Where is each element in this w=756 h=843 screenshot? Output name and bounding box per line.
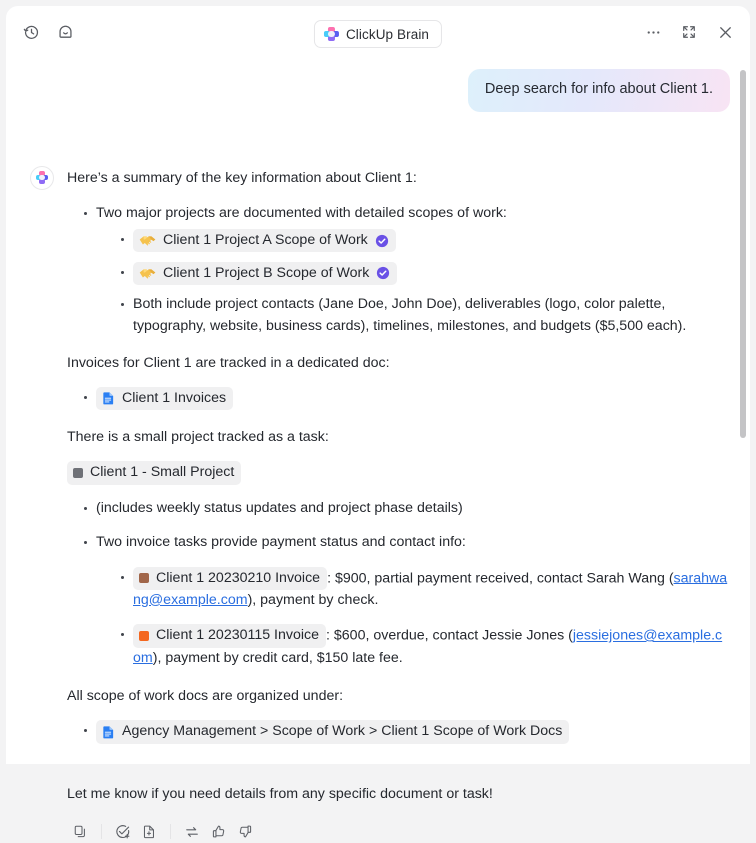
avatar — [30, 166, 54, 190]
assistant-message — [30, 112, 730, 843]
doc-chip-project-b[interactable] — [133, 262, 397, 285]
breadcrumb-doc-list — [67, 720, 730, 745]
task-chip-invoice-20230115[interactable] — [133, 624, 326, 647]
message-action-bar — [67, 805, 730, 843]
thumbs-up-icon[interactable] — [205, 821, 232, 843]
list-item — [84, 532, 730, 669]
task-status-square-icon — [139, 631, 149, 641]
action-divider — [170, 824, 171, 839]
invoice1-text-after: ), payment by check. — [247, 591, 379, 608]
task-chip-invoice-20230210[interactable] — [133, 567, 327, 590]
handshake-icon — [139, 267, 156, 280]
doc-chip-scope-of-work-docs[interactable] — [96, 720, 569, 743]
projects-list — [67, 203, 730, 338]
bullet-includes-text: (includes weekly status updates and project phase details) — [96, 499, 463, 516]
small-project-chip-row — [67, 461, 730, 484]
list-item — [121, 262, 730, 287]
doc-chip-label: Client 1 Invoices — [122, 389, 227, 406]
bullet-both-include-text: Both include project contacts (Jane Doe, John Doe), deliverables (logo, color palette, typography, website, business cards), timelines, milestones, and budgets ($5,500 each). — [133, 296, 687, 335]
task-chip-label: Client 1 20230210 Invoice — [156, 569, 321, 586]
doc-chip-project-a[interactable] — [133, 229, 396, 252]
chat-bubble-icon[interactable] — [54, 21, 76, 43]
task-chip-label: Client 1 20230115 Invoice — [156, 627, 320, 644]
list-item — [84, 387, 730, 412]
list-item — [121, 294, 730, 337]
doc-chip-label: Agency Management > Scope of Work > Client 1 Scope of Work Docs — [122, 723, 563, 740]
list-item — [84, 720, 730, 745]
scope-docs-list — [96, 229, 730, 337]
thumbs-down-icon[interactable] — [232, 821, 259, 843]
clickup-brain-title-pill[interactable] — [314, 20, 442, 48]
history-clock-icon[interactable] — [20, 21, 42, 43]
bullet-two-invoice-tasks-text: Two invoice tasks provide payment status and contact info: — [96, 534, 466, 551]
invoice2-text-before: : $600, overdue, contact Jessie Jones ( — [326, 628, 573, 645]
doc-icon — [102, 725, 115, 739]
assistant-intro-text: Here’s a summary of the key information about Client 1: — [67, 169, 417, 186]
more-horizontal-icon[interactable] — [642, 21, 664, 43]
invoice1-text-before: : $900, partial payment received, contact Sarah Wang ( — [327, 570, 674, 587]
create-task-icon[interactable] — [109, 821, 136, 843]
assistant-body — [30, 203, 730, 843]
task-chip-label: Client 1 - Small Project — [90, 464, 235, 481]
copy-icon[interactable] — [67, 821, 94, 843]
task-status-square-icon — [73, 468, 83, 478]
verified-badge-icon — [375, 234, 389, 248]
task-status-square-icon — [139, 573, 149, 583]
list-item — [121, 229, 730, 254]
clickup-brain-panel — [6, 6, 750, 802]
handshake-icon — [139, 234, 156, 247]
doc-chip-label: Client 1 Project B Scope of Work — [163, 264, 370, 281]
email-link[interactable]: jessiejones@example.com — [133, 628, 723, 666]
task-chip-small-project[interactable] — [67, 461, 241, 484]
small-project-details-list — [67, 498, 730, 670]
create-doc-icon[interactable] — [136, 821, 163, 843]
doc-chip-label: Client 1 Project A Scope of Work — [163, 232, 368, 249]
header-right-actions — [642, 6, 736, 58]
invoice2-text-after: ), payment by credit card, $150 late fee. — [152, 649, 403, 666]
expand-icon[interactable] — [678, 21, 700, 43]
panel-header — [6, 6, 750, 58]
user-message-row — [30, 58, 730, 112]
paragraph-organized-under: All scope of work docs are organized under: — [67, 688, 344, 705]
action-divider — [101, 824, 102, 839]
user-message-bubble: Deep search for info about Client 1. — [468, 69, 730, 112]
invoices-doc-list — [67, 387, 730, 412]
doc-chip-client-1-invoices[interactable] — [96, 387, 233, 410]
assistant-header-row — [30, 168, 730, 190]
invoice-tasks-list — [96, 567, 730, 670]
list-item — [121, 624, 730, 669]
verified-badge-icon — [376, 266, 390, 280]
list-item — [84, 498, 730, 520]
conversation-scroll-area — [6, 58, 750, 843]
paragraph-small-project: There is a small project tracked as a task: — [67, 429, 329, 446]
clickup-brain-logo-icon — [324, 27, 339, 42]
panel-title: ClickUp Brain — [345, 26, 430, 42]
clickup-brain-logo-icon — [36, 171, 49, 184]
header-left-actions — [20, 21, 76, 43]
conversation-body — [6, 58, 750, 802]
scrollbar-thumb[interactable] — [740, 70, 746, 438]
doc-icon — [102, 391, 115, 405]
close-icon[interactable] — [714, 21, 736, 43]
paragraph-invoices-doc: Invoices for Client 1 are tracked in a dedicated doc: — [67, 354, 390, 371]
list-item — [84, 203, 730, 338]
assistant-closing-text: Let me know if you need details from any specific document or task! — [67, 785, 493, 802]
regenerate-icon[interactable] — [178, 821, 205, 843]
list-item — [121, 567, 730, 612]
bullet-projects-text: Two major projects are documented with detailed scopes of work: — [96, 204, 507, 221]
scrollbar-track[interactable] — [740, 58, 746, 764]
email-link[interactable]: sarahwang@example.com — [133, 570, 728, 608]
